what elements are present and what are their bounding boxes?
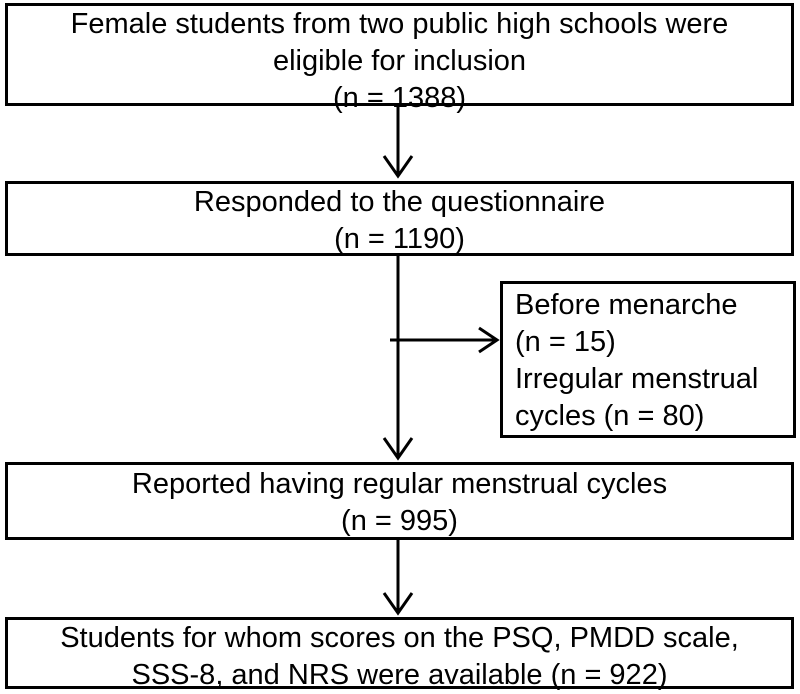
final-line-2: SSS-8, and NRS were available (n = 922)	[131, 659, 668, 691]
eligible-count: (n = 1388)	[332, 82, 466, 114]
regular-count: (n = 995)	[341, 505, 458, 537]
regular-box	[5, 462, 794, 540]
responded-box	[5, 181, 794, 256]
regular-line-1: Reported having regular menstrual cycles	[131, 468, 668, 500]
excluded-before-menarche-count: (n = 15)	[515, 326, 616, 358]
excluded-before-menarche-label: Before menarche	[515, 289, 738, 321]
eligible-line-2: eligible for inclusion	[272, 45, 527, 77]
excluded-irregular-count: cycles (n = 80)	[515, 400, 705, 432]
excluded-irregular-label: Irregular menstrual	[515, 363, 759, 395]
final-line-1: Students for whom scores on the PSQ, PMDD scale,	[60, 622, 739, 654]
excluded-box	[500, 281, 796, 438]
eligible-line-1: Female students from two public high schools were	[70, 8, 729, 40]
responded-count: (n = 1190)	[334, 223, 465, 255]
final-box	[5, 617, 794, 689]
eligible-box	[5, 3, 794, 114]
responded-line-1: Responded to the questionnaire	[193, 186, 606, 218]
